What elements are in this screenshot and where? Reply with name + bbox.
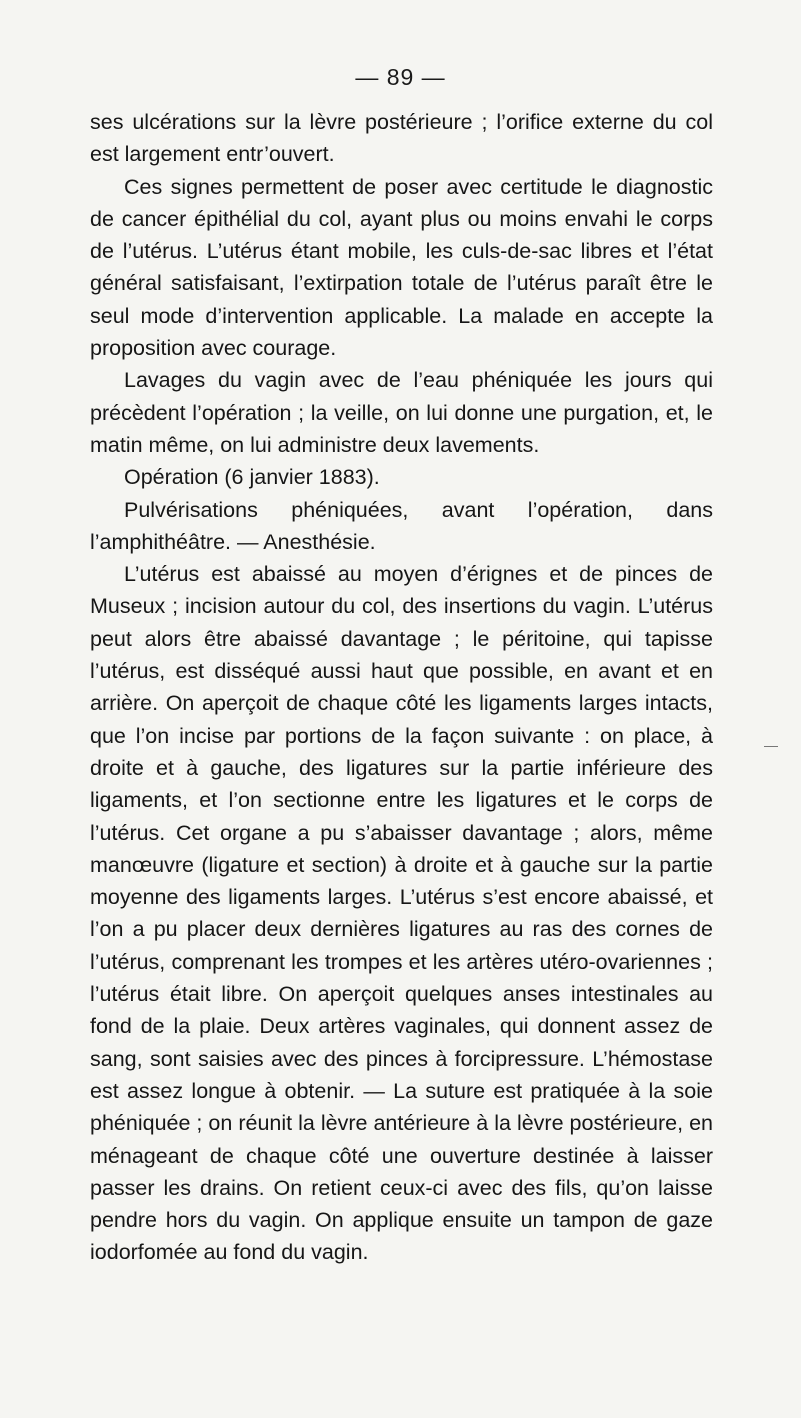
margin-mark	[764, 746, 778, 747]
paragraph-continuation: ses ulcérations sur la lèvre postérieure ; l’orifice externe du col est largement entr’ouvert.	[90, 110, 713, 167]
body-text	[90, 106, 713, 1269]
paragraph-procedure: L’utérus est abaissé au moyen d’érignes et de pinces de Museux ; incision autour du col, des insertions du vagin. L’utérus peut alors être abaissé davantage ; le péritoine, qui tapisse l’utérus, est disséqué aussi haut que possible, en avant et en arrière. On aperçoit de chaque côté les ligaments larges intacts, que l’on incise par portions de la façon suivante : on place, à droite et à gauche, des ligatures sur la partie inférieure des ligaments, et l’on sectionne entre les ligatures et le corps de l’utérus. Cet organe a pu s’abaisser davantage ; alors, même manœuvre (ligature et section) à droite et à gauche sur la partie moyenne des ligaments larges. L’utérus s’est encore abaissé, et l’on a pu placer deux dernières ligatures au ras des cornes de l’utérus, comprenant les trompes et les artères utéro-ovariennes ; l’utérus était libre. On aperçoit quelques anses intestinales au fond de la plaie. Deux artères vaginales, qui donnent assez de sang, sont saisies avec des pinces à forcipressure. L’hémostase est assez longue à obtenir. — La suture est pratiquée à la soie phéniquée ; on réunit la lèvre antérieure à la lèvre postérieure, en ménageant de chaque côté une ouverture destinée à laisser passer les drains. On retient ceux-ci avec des fils, qu’on laisse pendre hors du vagin. On applique ensuite un tampon de gaze iodorfomée au fond du vagin.	[90, 562, 713, 1265]
paragraph-operation-date: Opération (6 janvier 1883).	[124, 465, 380, 490]
paragraph-anesthesia: Pulvérisations phéniquées, avant l’opération, dans l’amphithéâtre. — Anesthésie.	[90, 497, 713, 554]
paragraph-diagnosis: Ces signes permettent de poser avec certitude le diagnostic de cancer épithélial du col, ayant plus ou moins envahi le corps de l’utérus. L’utérus étant mobile, les culs-de-sac libres et l’état général satisfaisant, l’extirpation totale de l’utérus paraît être le seul mode d’intervention applicable. La malade en accepte la proposition avec courage.	[90, 174, 713, 361]
page-number: — 89 —	[355, 64, 446, 90]
paragraph-preparation: Lavages du vagin avec de l’eau phéniquée les jours qui précèdent l’opération ; la veille, on lui donne une purgation, et, le matin même, on lui administre deux lavements.	[90, 368, 713, 457]
